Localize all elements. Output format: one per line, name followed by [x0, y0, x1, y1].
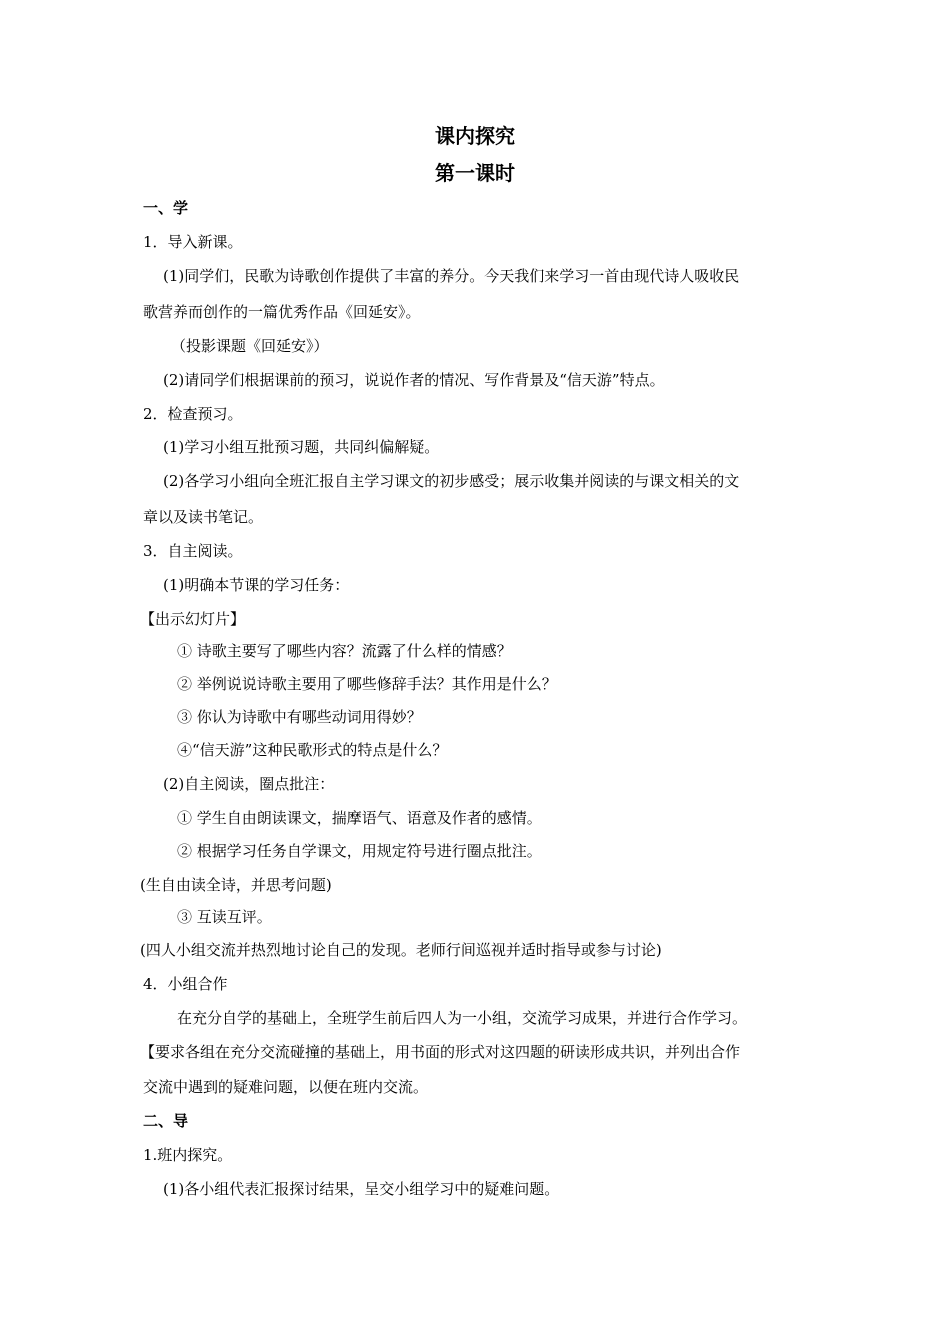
paragraph-line: (2)自主阅读，圈点批注： — [163, 775, 335, 793]
paragraph-line: 【出示幻灯片】 — [140, 610, 246, 628]
document-subtitle: 第一课时 — [435, 161, 515, 185]
paragraph-line: (四人小组交流并热烈地讨论自己的发现。老师行间巡视并适时指导或参与讨论) — [140, 941, 662, 959]
item-heading-3: 3．自主阅读。 — [143, 542, 243, 560]
item-heading-2: 2．检查预习。 — [143, 405, 243, 423]
paragraph-line: (1)学习小组互批预习题，共同纠偏解疑。 — [163, 438, 440, 456]
paragraph-line: （投影课题《回延安》） — [171, 337, 329, 355]
section-heading-xue: 一、学 — [143, 199, 189, 217]
list-item: ④“信天游”这种民歌形式的特点是什么？ — [177, 741, 448, 759]
paragraph-line: (2)请同学们根据课前的预习，说说作者的情况、写作背景及“信天游”特点。 — [163, 371, 665, 389]
paragraph-line: 交流中遇到的疑难问题，以便在班内交流。 — [143, 1078, 429, 1096]
list-item: ② 举例说说诗歌主要用了哪些修辞手法？其作用是什么？ — [177, 675, 557, 693]
paragraph-line: (生自由读全诗，并思考问题) — [140, 876, 332, 894]
list-item: ③ 你认为诗歌中有哪些动词用得妙？ — [177, 708, 422, 726]
paragraph-line: (1)同学们，民歌为诗歌创作提供了丰富的养分。今天我们来学习一首由现代诗人吸收民 — [163, 267, 740, 285]
paragraph-line: (1)明确本节课的学习任务： — [163, 576, 350, 594]
section-heading-dao: 二、导 — [143, 1112, 189, 1130]
paragraph-line: 章以及读书笔记。 — [143, 508, 264, 526]
list-item: ① 诗歌主要写了哪些内容？流露了什么样的情感？ — [177, 642, 512, 660]
item-heading-4: 4．小组合作 — [143, 975, 228, 993]
document-title: 课内探究 — [435, 124, 515, 148]
paragraph-line: (2)各学习小组向全班汇报自主学习课文的初步感受；展示收集并阅读的与课文相关的文 — [163, 472, 740, 490]
list-item: ③ 互读互评。 — [177, 908, 272, 926]
paragraph-line: (1)各小组代表汇报探讨结果，呈交小组学习中的疑难问题。 — [163, 1180, 560, 1198]
paragraph-line: 在充分自学的基础上，全班学生前后四人为一小组，交流学习成果，并进行合作学习。 — [177, 1009, 748, 1027]
item-heading-1: 1．导入新课。 — [143, 233, 243, 251]
paragraph-line: 歌营养而创作的一篇优秀作品《回延安》。 — [143, 303, 421, 321]
item-heading-1-dao: 1.班内探究。 — [143, 1146, 233, 1164]
list-item: ① 学生自由朗读课文，揣摩语气、语意及作者的感情。 — [177, 809, 542, 827]
paragraph-line: 【要求各组在充分交流碰撞的基础上，用书面的形式对这四题的研读形成共识，并列出合作 — [140, 1043, 741, 1061]
list-item: ② 根据学习任务自学课文，用规定符号进行圈点批注。 — [177, 842, 542, 860]
